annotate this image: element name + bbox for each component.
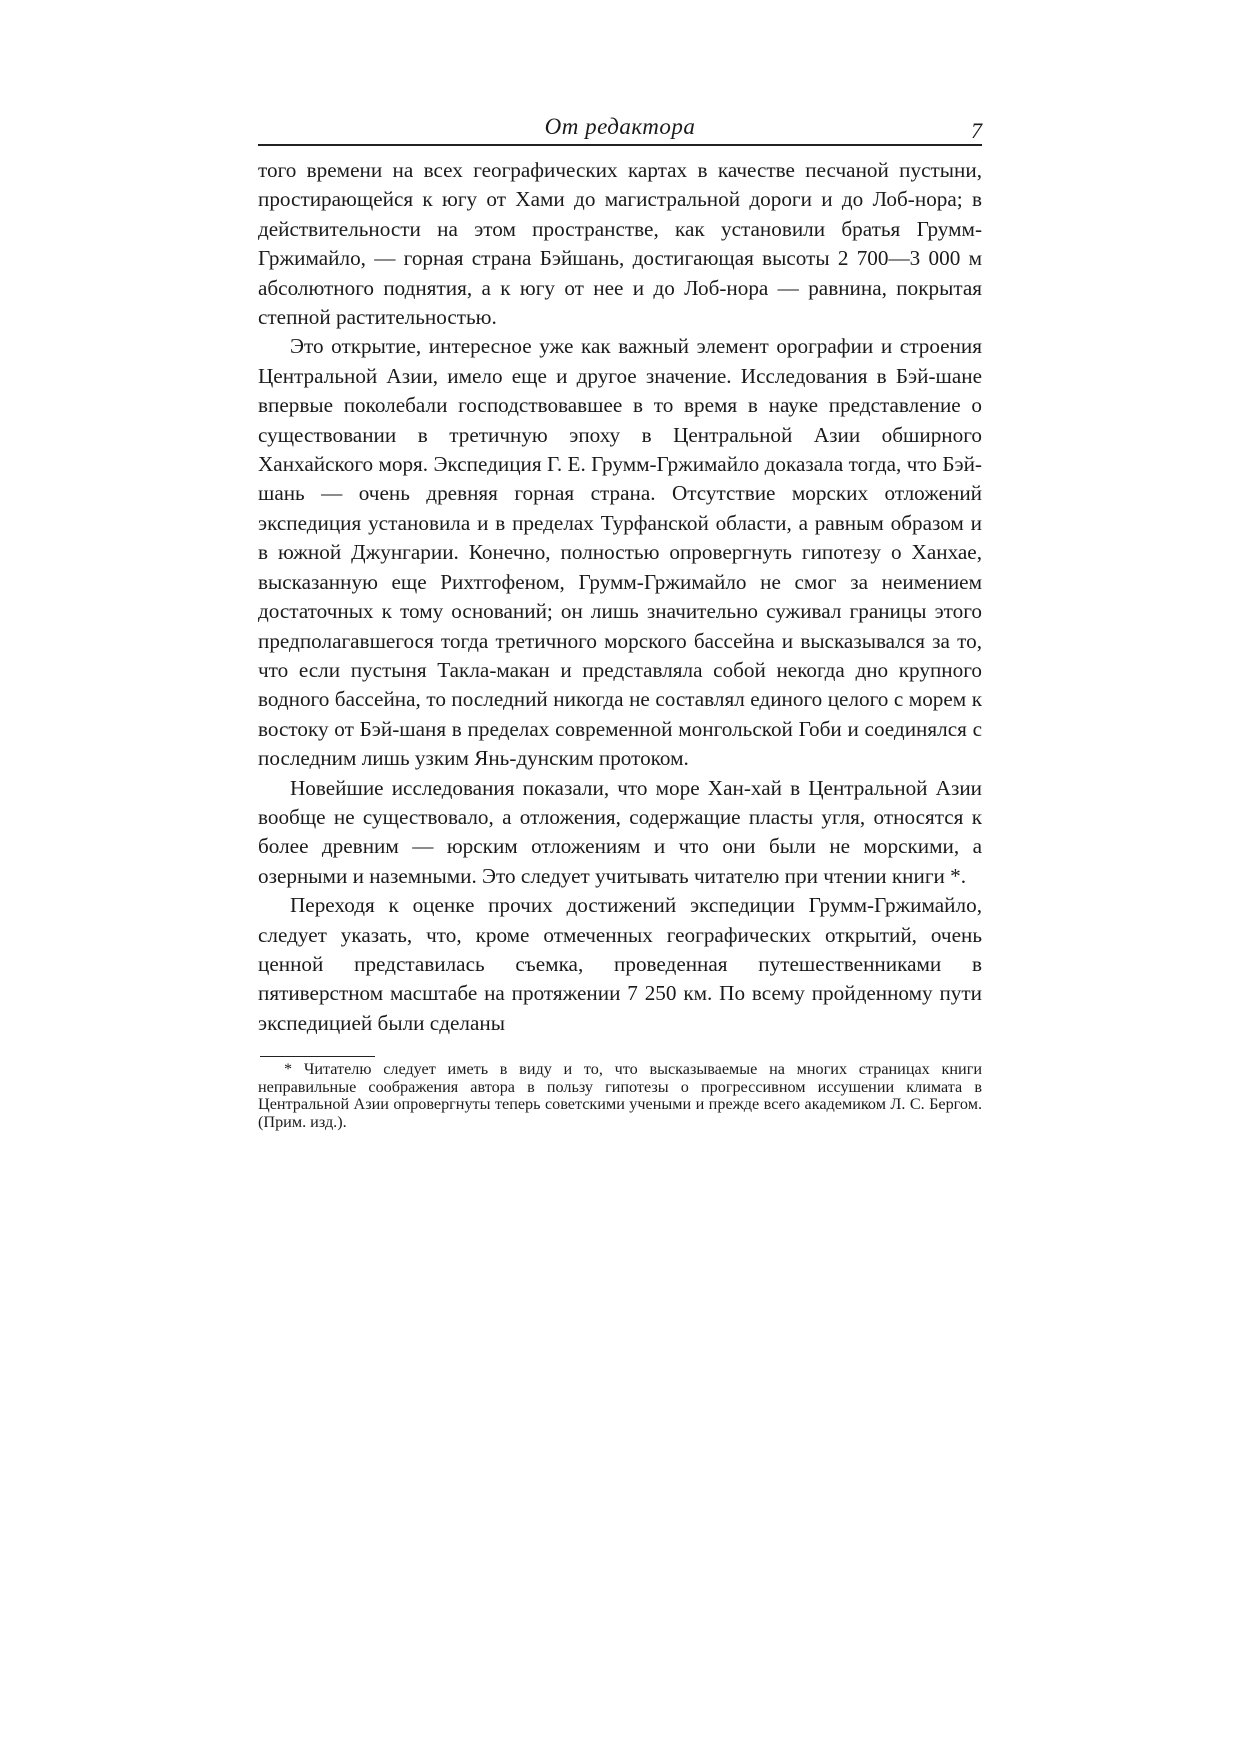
book-page xyxy=(258,110,982,1131)
body-text xyxy=(258,156,982,1038)
paragraph-new-research: Новейшие исследования показали, что море Хан-хай в Центральной Азии вообще не существовало, а отложения, содержащие пласты угля, относятся к более древним — юрским отложениям и что они были не морскими, а озерными и наземными. Это следует учитывать читателю при чтении книги *. xyxy=(258,775,982,888)
paragraph-achievements: Переходя к оценке прочих достижений экспедиции Грумм-Гржимайло, следует указать, что, кроме отмеченных географических открытий, очень ценной представилась съемка, проведенная путешественниками в пятиверстном масштабе на протяжении 7 250 км. По всему пройденному пути экспедицией были сделаны xyxy=(258,893,982,1035)
running-head xyxy=(258,110,982,146)
paragraph-discovery: Это открытие, интересное уже как важный элемент орографии и строения Центральной Азии, имело еще и другое значение. Исследования в Бэй-шане впервые поколебали господствовавшее в то время в науке представление о существовании в третичную эпоху в Центральной Азии обширного Ханхайского моря. Экспедиция Г. Е. Грумм-Гржимайло доказала тогда, что Бэй-шань — очень древняя горная страна. Отсутствие морских отложений экспедиция установила и в пределах Турфанской области, а равным образом и в южной Джунгарии. Конечно, полностью опровергнуть гипотезу о Ханхае, высказанную еще Рихтгофеном, Грумм-Гржимайло не смог за неимением достаточных к тому оснований; он лишь значительно суживал границы этого предполагавшегося тогда третичного морского бассейна и высказывался за то, что если пустыня Такла-макан и представляла собой некогда дно крупного водного бассейна, то последний никогда не составлял единого целого с морем к востоку от Бэй-шаня в пределах современной монгольской Гоби и соединялся с последним лишь узким Янь-дунским протоком. xyxy=(258,334,982,771)
footnote-rule xyxy=(260,1056,375,1057)
paragraph-continued: того времени на всех географических картах в качестве песчаной пустыни, простирающейся к югу от Хами до магистральной дороги и до Лоб-нора; в действительности на этом пространстве, как установили братья Грумм-Гржимайло, — горная страна Бэйшань, достигающая высоты 2 700—3 000 м абсолютного поднятия, а к югу от нее и до Лоб-нора — равнина, покрытая степной растительностью. xyxy=(258,158,982,330)
footnote: * Читателю следует иметь в виду и то, что высказываемые на многих страницах книги неправильные соображения автора в пользу гипотезы о прогрессивном иссушении климата в Центральной Азии опровергнуты теперь советскими учеными и прежде всего академиком Л. С. Бергом. (Прим. изд.). xyxy=(258,1060,982,1131)
page-number: 7 xyxy=(971,118,982,143)
running-title: От редактора xyxy=(544,114,696,139)
